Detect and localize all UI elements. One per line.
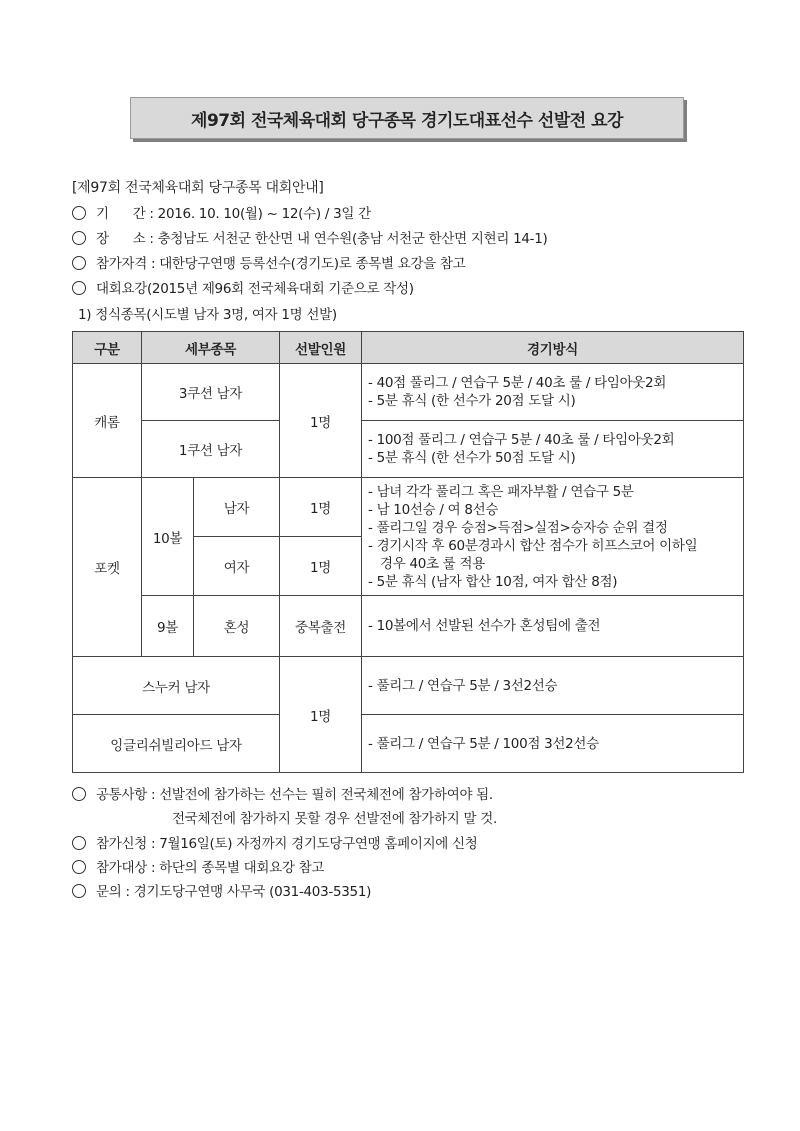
method-line: - 5분 휴식 (한 선수가 20점 도달 시)	[368, 393, 576, 409]
header-category: 구분	[73, 332, 142, 364]
method-10ball	[362, 478, 744, 596]
method-line: - 남녀 각각 풀리그 혹은 패자부활 / 연습구 5분	[368, 483, 634, 500]
info-rules-text: 대회요강(2015년 제96회 전국체육대회 기준으로 작성)	[96, 281, 414, 297]
table-row	[73, 596, 744, 657]
info-eligibility-text: 참가자격 : 대한당구연맹 등록선수(경기도)로 종목별 요강을 참고	[96, 256, 466, 272]
circle-bullet-icon	[72, 206, 86, 220]
event-10ball: 10볼	[142, 478, 194, 596]
category-pocket: 포켓	[73, 478, 142, 657]
count-10ball-female: 1명	[280, 537, 362, 596]
method-line: - 남 10선승 / 여 8선승	[368, 501, 499, 518]
category-carom: 캐롬	[73, 364, 142, 478]
events-table	[72, 331, 744, 773]
table-row	[73, 421, 744, 478]
method-line: - 100점 풀리그 / 연습구 5분 / 40초 룰 / 타임아웃2회	[368, 432, 675, 448]
event-english-billiards: 잉글리쉬빌리아드 남자	[73, 715, 280, 773]
method-1cushion	[362, 421, 744, 478]
method-line: - 5분 휴식 (남자 합산 10점, 여자 합산 8점)	[368, 573, 618, 590]
circle-bullet-icon	[72, 836, 86, 850]
sub-heading: 1) 정식종목(시도별 남자 3명, 여자 1명 선발)	[78, 307, 337, 323]
info-venue	[72, 227, 548, 247]
document-title-text: 제97회 전국체육대회 당구종목 경기도대표선수 선발전 요강	[191, 110, 623, 131]
footer-contact-text: 문의 : 경기도당구연맹 사무국 (031-403-5351)	[96, 884, 372, 900]
circle-bullet-icon	[72, 860, 86, 874]
footer-target	[72, 856, 324, 876]
method-3cushion	[362, 364, 744, 421]
event-9ball: 9볼	[142, 596, 194, 657]
section-title: [제97회 전국체육대회 당구종목 대회안내]	[72, 180, 324, 196]
event-10ball-male: 남자	[194, 478, 280, 537]
table-row	[73, 657, 744, 715]
info-rules	[72, 277, 414, 297]
method-line: - 40점 풀리그 / 연습구 5분 / 40초 룰 / 타임아웃2회	[368, 375, 667, 391]
header-event: 세부종목	[142, 332, 280, 364]
circle-bullet-icon	[72, 256, 86, 270]
table-row	[73, 715, 744, 773]
document-title	[130, 97, 684, 139]
count-carom: 1명	[280, 364, 362, 478]
table-row	[73, 478, 744, 537]
method-line: - 경기시작 후 60분경과시 합산 점수가 히프스코어 이하일	[368, 537, 698, 554]
method-english-billiards: - 풀리그 / 연습구 5분 / 100점 3선2선승	[362, 715, 744, 773]
header-count: 선발인원	[280, 332, 362, 364]
footer-common-text: 공통사항 : 선발전에 참가하는 선수는 필히 전국체전에 참가하여야 됨.	[96, 787, 493, 803]
info-period	[72, 202, 371, 222]
method-line: - 5분 휴식 (한 선수가 50점 도달 시)	[368, 450, 576, 466]
info-venue-text: 장 소 : 충청남도 서천군 한산면 내 연수원(충남 서천군 한산면 지현리 14-1)	[96, 231, 548, 247]
circle-bullet-icon	[72, 281, 86, 295]
event-9ball-mixed: 혼성	[194, 596, 280, 657]
header-method: 경기방식	[362, 332, 744, 364]
method-9ball: - 10볼에서 선발된 선수가 혼성팀에 출전	[362, 596, 744, 657]
circle-bullet-icon	[72, 787, 86, 801]
info-eligibility	[72, 252, 465, 272]
footer-application	[72, 832, 478, 852]
table-row	[73, 364, 744, 421]
event-1cushion: 1쿠션 남자	[142, 421, 280, 478]
footer-target-text: 참가대상 : 하단의 종목별 대회요강 참고	[96, 860, 325, 876]
circle-bullet-icon	[72, 884, 86, 898]
circle-bullet-icon	[72, 231, 86, 245]
footer-application-text: 참가신청 : 7월16일(토) 자정까지 경기도당구연맹 홈페이지에 신청	[96, 836, 478, 852]
method-snooker: - 풀리그 / 연습구 5분 / 3선2선승	[362, 657, 744, 715]
info-period-text: 기 간 : 2016. 10. 10(월) ~ 12(수) / 3일 간	[96, 206, 371, 222]
method-line: 경우 40초 룰 적용	[368, 555, 485, 572]
footer-contact	[72, 880, 371, 900]
footer-common-cont: 전국체전에 참가하지 못할 경우 선발전에 참가하지 말 것.	[172, 811, 497, 827]
event-snooker: 스누커 남자	[73, 657, 280, 715]
event-10ball-female: 여자	[194, 537, 280, 596]
event-3cushion: 3쿠션 남자	[142, 364, 280, 421]
count-10ball-male: 1명	[280, 478, 362, 537]
count-9ball: 중복출전	[280, 596, 362, 657]
method-line: - 풀리그일 경우 승점>득점>실점>승자승 순위 결정	[368, 519, 668, 536]
footer-common	[72, 783, 493, 803]
count-snooker-english: 1명	[280, 657, 362, 773]
table-header-row	[73, 332, 744, 364]
